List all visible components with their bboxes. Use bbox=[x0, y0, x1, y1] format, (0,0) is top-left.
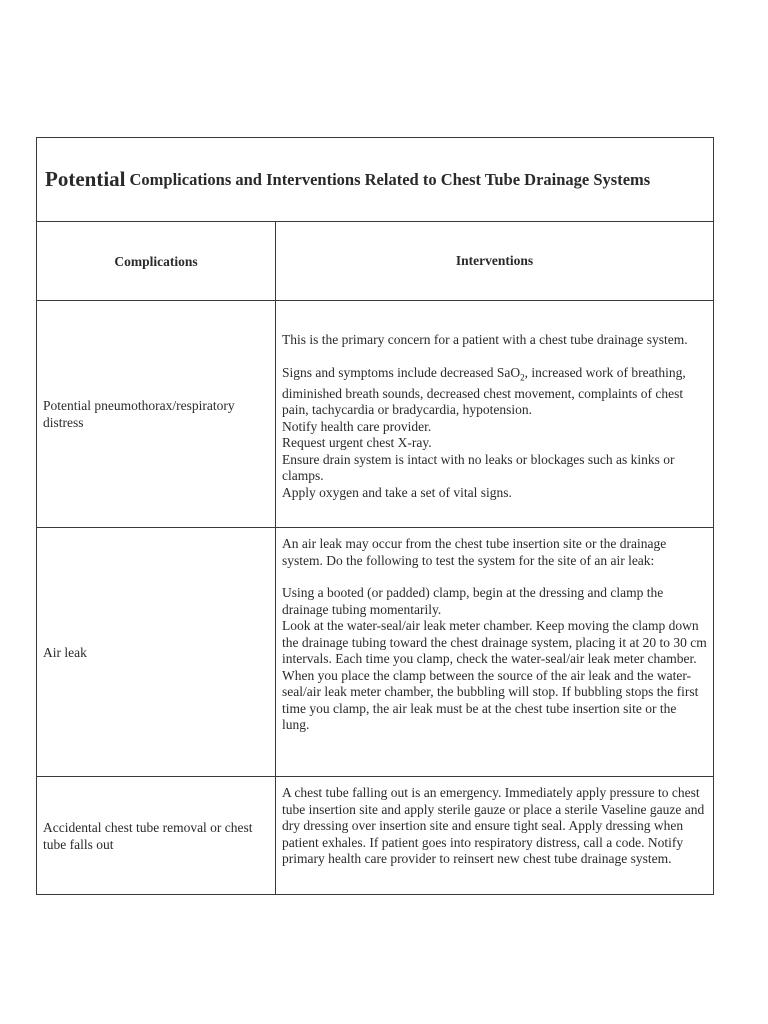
intervention-cell bbox=[276, 301, 713, 527]
step-line: Apply oxygen and take a set of vital signs. bbox=[282, 484, 512, 500]
complication-text: Potential pneumothorax/respiratory distress bbox=[43, 398, 235, 430]
intervention-text: A chest tube falling out is an emergency. Immediately apply pressure to chest tube insertion site and apply sterile gauze or place a sterile Vaseline gauze and dry dressing over insertion site and ensure tight seal. Apply dressing when patient exhales. If patient goes into respiratory distress, call a code. Notify primary health care provider to reinsert new chest tube drainage system. bbox=[282, 785, 705, 866]
table-row bbox=[37, 777, 713, 894]
complication-cell bbox=[37, 528, 276, 776]
complication-cell bbox=[37, 777, 276, 894]
header-complications: Complications bbox=[37, 222, 276, 300]
step-line: Using a booted (or padded) clamp, begin at the dressing and clamp the drainage tubing momentarily. bbox=[282, 585, 664, 617]
table-row bbox=[37, 301, 713, 528]
complication-cell bbox=[37, 301, 276, 527]
header-interventions: Interventions bbox=[455, 252, 534, 268]
intervention-cell bbox=[276, 777, 713, 894]
step-line: Notify health care provider. bbox=[282, 418, 432, 434]
table-title bbox=[37, 138, 713, 222]
intervention-intro: An air leak may occur from the chest tube insertion site or the drainage system. Do the following to test the system for the site of an air leak: bbox=[282, 536, 667, 568]
step-line: Ensure drain system is intact with no leaks or blockages such as kinks or clamps. bbox=[282, 451, 675, 484]
signs-paragraph: Signs and symptoms include decreased SaO$_2$, increased work of breathing, diminished breath sounds, decreased chest movement, complaints of chest pain, tachycardia or bradycardia, hypotension. bbox=[282, 364, 686, 418]
step-line: Look at the water-seal/air leak meter chamber. Keep moving the clamp down the drainage tubing toward the chest drainage system, placing it at 20 to 30 cm intervals. Each time you clamp, check the water-seal/air leak meter chamber. bbox=[282, 618, 707, 666]
complication-text: Accidental chest tube removal or chest tube falls out bbox=[43, 819, 253, 852]
title-rest: Complications and Interventions Related to Chest Tube Drainage Systems bbox=[129, 169, 651, 189]
title-lead: Potential bbox=[45, 167, 126, 191]
complication-text: Air leak bbox=[43, 644, 87, 660]
step-line: Request urgent chest X-ray. bbox=[282, 435, 432, 451]
step-line: When you place the clamp between the source of the air leak and the water-seal/air leak meter chamber, the bubbling will stop. If bubbling stops the first time you clamp, the air leak must be at the chest tube insertion site or the lung. bbox=[282, 667, 699, 732]
table-row bbox=[37, 528, 713, 777]
complications-table bbox=[36, 137, 714, 895]
header-row bbox=[37, 222, 713, 301]
intervention-intro: This is the primary concern for a patient with a chest tube drainage system. bbox=[282, 332, 688, 347]
intervention-cell bbox=[276, 528, 713, 776]
